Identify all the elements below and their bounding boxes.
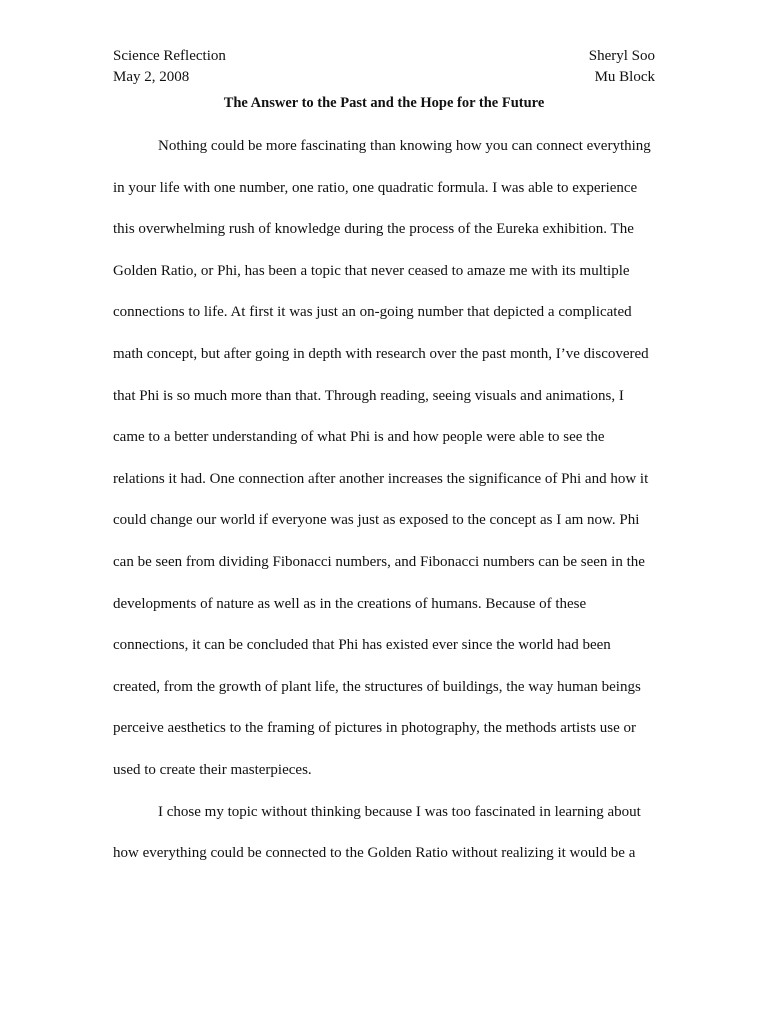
text-line: developments of nature as well as in the creations of humans. Because of these	[113, 595, 587, 612]
text-line: used to create their masterpieces.	[113, 761, 312, 778]
text-line: connections, it can be concluded that Phi has existed ever since the world had been	[113, 637, 611, 654]
header-row-bottom	[113, 67, 655, 88]
text-line: relations it had. One connection after another increases the significance of Phi and how it	[113, 470, 649, 487]
text-line: came to a better understanding of what Phi is and how people were able to see the	[113, 429, 605, 446]
author-name: Sheryl Soo	[588, 48, 655, 64]
text-line: how everything could be connected to the Golden Ratio without realizing it would be a	[113, 845, 636, 862]
text-line: I chose my topic without thinking because I was too fascinated in learning about	[158, 803, 641, 820]
text-line: Golden Ratio, or Phi, has been a topic that never ceased to amaze me with its multiple	[113, 262, 630, 279]
text-line: this overwhelming rush of knowledge during the process of the Eureka exhibition. The	[113, 221, 634, 238]
text-line: math concept, but after going in depth with research over the past month, I’ve discovered	[113, 345, 649, 362]
date-label: May 2, 2008	[113, 69, 190, 85]
text-line: could change our world if everyone was just as exposed to the concept as I am now. Phi	[113, 512, 640, 529]
essay-body	[113, 136, 673, 885]
text-line: in your life with one number, one ratio, one quadratic formula. I was able to experience	[113, 179, 638, 196]
text-line: perceive aesthetics to the framing of pictures in photography, the methods artists use or	[113, 720, 637, 737]
text-line: connections to life. At first it was just an on-going number that depicted a complicated	[113, 304, 632, 321]
text-line: Nothing could be more fascinating than knowing how you can connect everything	[158, 138, 651, 154]
block-label: Mu Block	[594, 69, 655, 85]
header-row-top	[113, 46, 655, 67]
text-line: created, from the growth of plant life, the structures of buildings, the way human beings	[113, 678, 641, 695]
text-line: can be seen from dividing Fibonacci numbers, and Fibonacci numbers can be seen in the	[113, 553, 645, 570]
document-title: The Answer to the Past and the Hope for the Future	[223, 95, 545, 111]
page-header	[113, 46, 655, 88]
text-line: that Phi is so much more than that. Through reading, seeing visuals and animations, I	[113, 387, 624, 404]
course-label: Science Reflection	[113, 48, 226, 64]
